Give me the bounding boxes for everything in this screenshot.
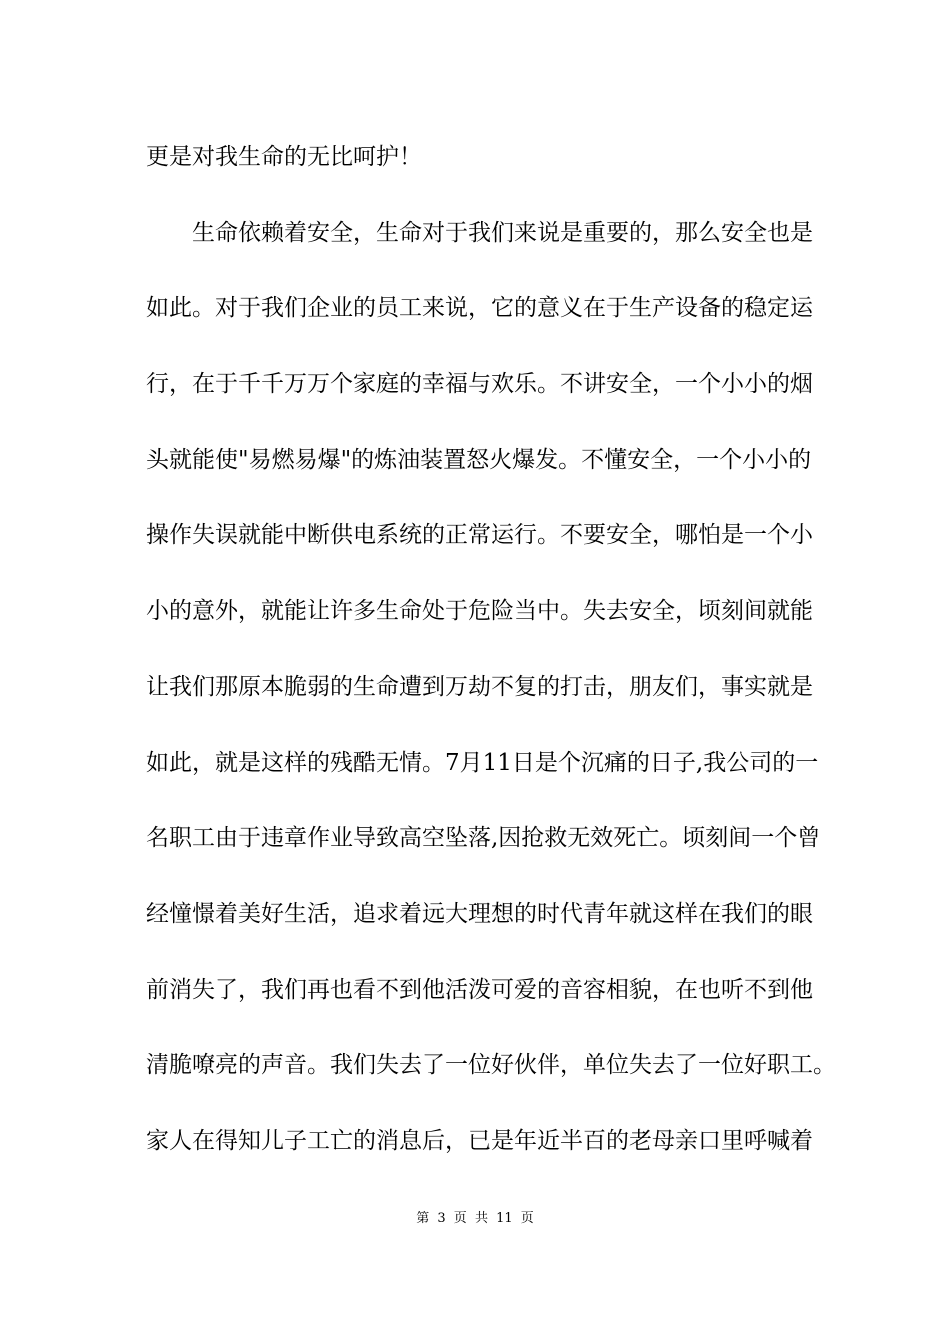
text-line-6: 操作失误就能中断供电系统的正常运行。不要安全，哪怕是一个小: [146, 522, 813, 549]
footer-current-page: 3: [437, 1211, 446, 1226]
footer-total-pages: 11: [496, 1211, 513, 1226]
text-line-3: 如此。对于我们企业的员工来说，它的意义在于生产设备的稳定运: [146, 295, 813, 322]
text-line-2: 生命依赖着安全，生命对于我们来说是重要的，那么安全也是: [146, 219, 813, 246]
text-line-5: 头就能使"易燃易爆"的炼油装置怒火爆发。不懂安全，一个小小的: [146, 446, 812, 473]
text-line-14: 家人在得知儿子工亡的消息后，已是年近半百的老母亲口里呼喊着: [146, 1127, 813, 1154]
text-line-8: 让我们那原本脆弱的生命遭到万劫不复的打击，朋友们，事实就是: [146, 673, 813, 700]
footer-page-word: 页: [453, 1211, 467, 1226]
text-line-9: 如此，就是这样的残酷无情。7月11日是个沉痛的日子,我公司的一: [146, 749, 819, 776]
text-line-1: 更是对我生命的无比呵护！: [146, 144, 422, 170]
text-line-12: 前消失了，我们再也看不到他活泼可爱的音容相貌，在也听不到他: [146, 976, 813, 1003]
text-line-11: 经憧憬着美好生活，追求着远大理想的时代青年就这样在我们的眼: [146, 900, 813, 927]
text-line-13: 清脆嘹亮的声音。我们失去了一位好伙伴，单位失去了一位好职工。: [146, 1052, 836, 1079]
footer-total-word: 共: [474, 1211, 488, 1226]
body-text: [146, 132, 836, 1192]
footer-suffix: 页: [520, 1211, 534, 1226]
text-line-4: 行，在于千千万万个家庭的幸福与欢乐。不讲安全，一个小小的烟: [146, 371, 813, 398]
text-line-7: 小的意外，就能让许多生命处于危险当中。失去安全，顷刻间就能: [146, 598, 813, 625]
footer-prefix: 第: [416, 1211, 430, 1226]
text-line-10: 名职工由于违章作业导致高空坠落,因抢救无效死亡。顷刻间一个曾: [146, 825, 821, 852]
page-footer: [0, 1209, 950, 1229]
